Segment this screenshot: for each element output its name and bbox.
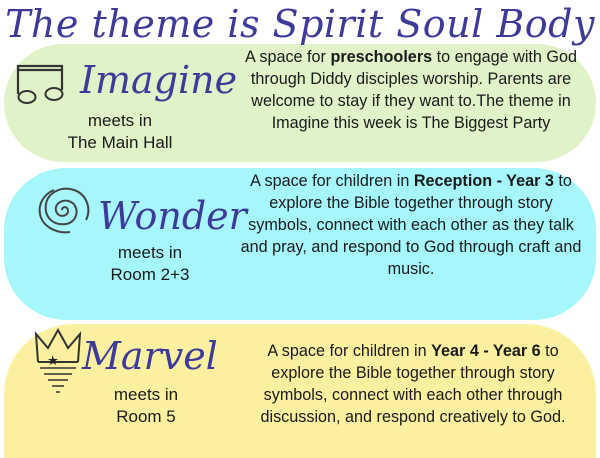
group-name-imagine: Imagine <box>80 58 238 102</box>
imagine-description <box>236 46 586 134</box>
description-text: A space for children in <box>267 342 432 360</box>
description-text: A space for children in <box>250 172 414 190</box>
description-text: to explore the Bible together through story symbols, connect with each other through discussion, and respond creatively to God. <box>260 342 566 426</box>
imagine-meets-label: meets in <box>87 111 153 130</box>
description-highlight: Reception - Year 3 <box>413 172 554 190</box>
wonder-meets-label: meets in <box>117 243 183 262</box>
marvel-description <box>240 340 586 428</box>
description-highlight: Year 4 - Year 6 <box>431 342 541 360</box>
marvel-location: Room 5 <box>116 407 176 426</box>
wonder-description <box>236 170 586 280</box>
description-highlight: preschoolers <box>330 48 433 66</box>
music-note-icon <box>10 60 78 106</box>
marvel-meets-label: meets in <box>113 385 179 404</box>
description-text: to explore the Bible together through story symbols, connect with each other as they talk and pray, and respond to God through craft and music. <box>240 172 582 278</box>
page-title: The theme is Spirit Soul Body <box>5 2 595 46</box>
spiral-icon <box>28 180 96 238</box>
description-text: to engage with God through Diddy disciples worship. Parents are welcome to stay if they want to.The theme in Imagine this week is The Biggest Party <box>250 48 578 132</box>
description-text: A space for <box>244 48 331 66</box>
group-name-marvel: Marvel <box>82 334 218 378</box>
wonder-location: Room 2+3 <box>110 265 190 284</box>
imagine-location: The Main Hall <box>67 133 173 152</box>
group-name-wonder: Wonder <box>98 194 247 238</box>
crown-icon <box>32 328 84 404</box>
